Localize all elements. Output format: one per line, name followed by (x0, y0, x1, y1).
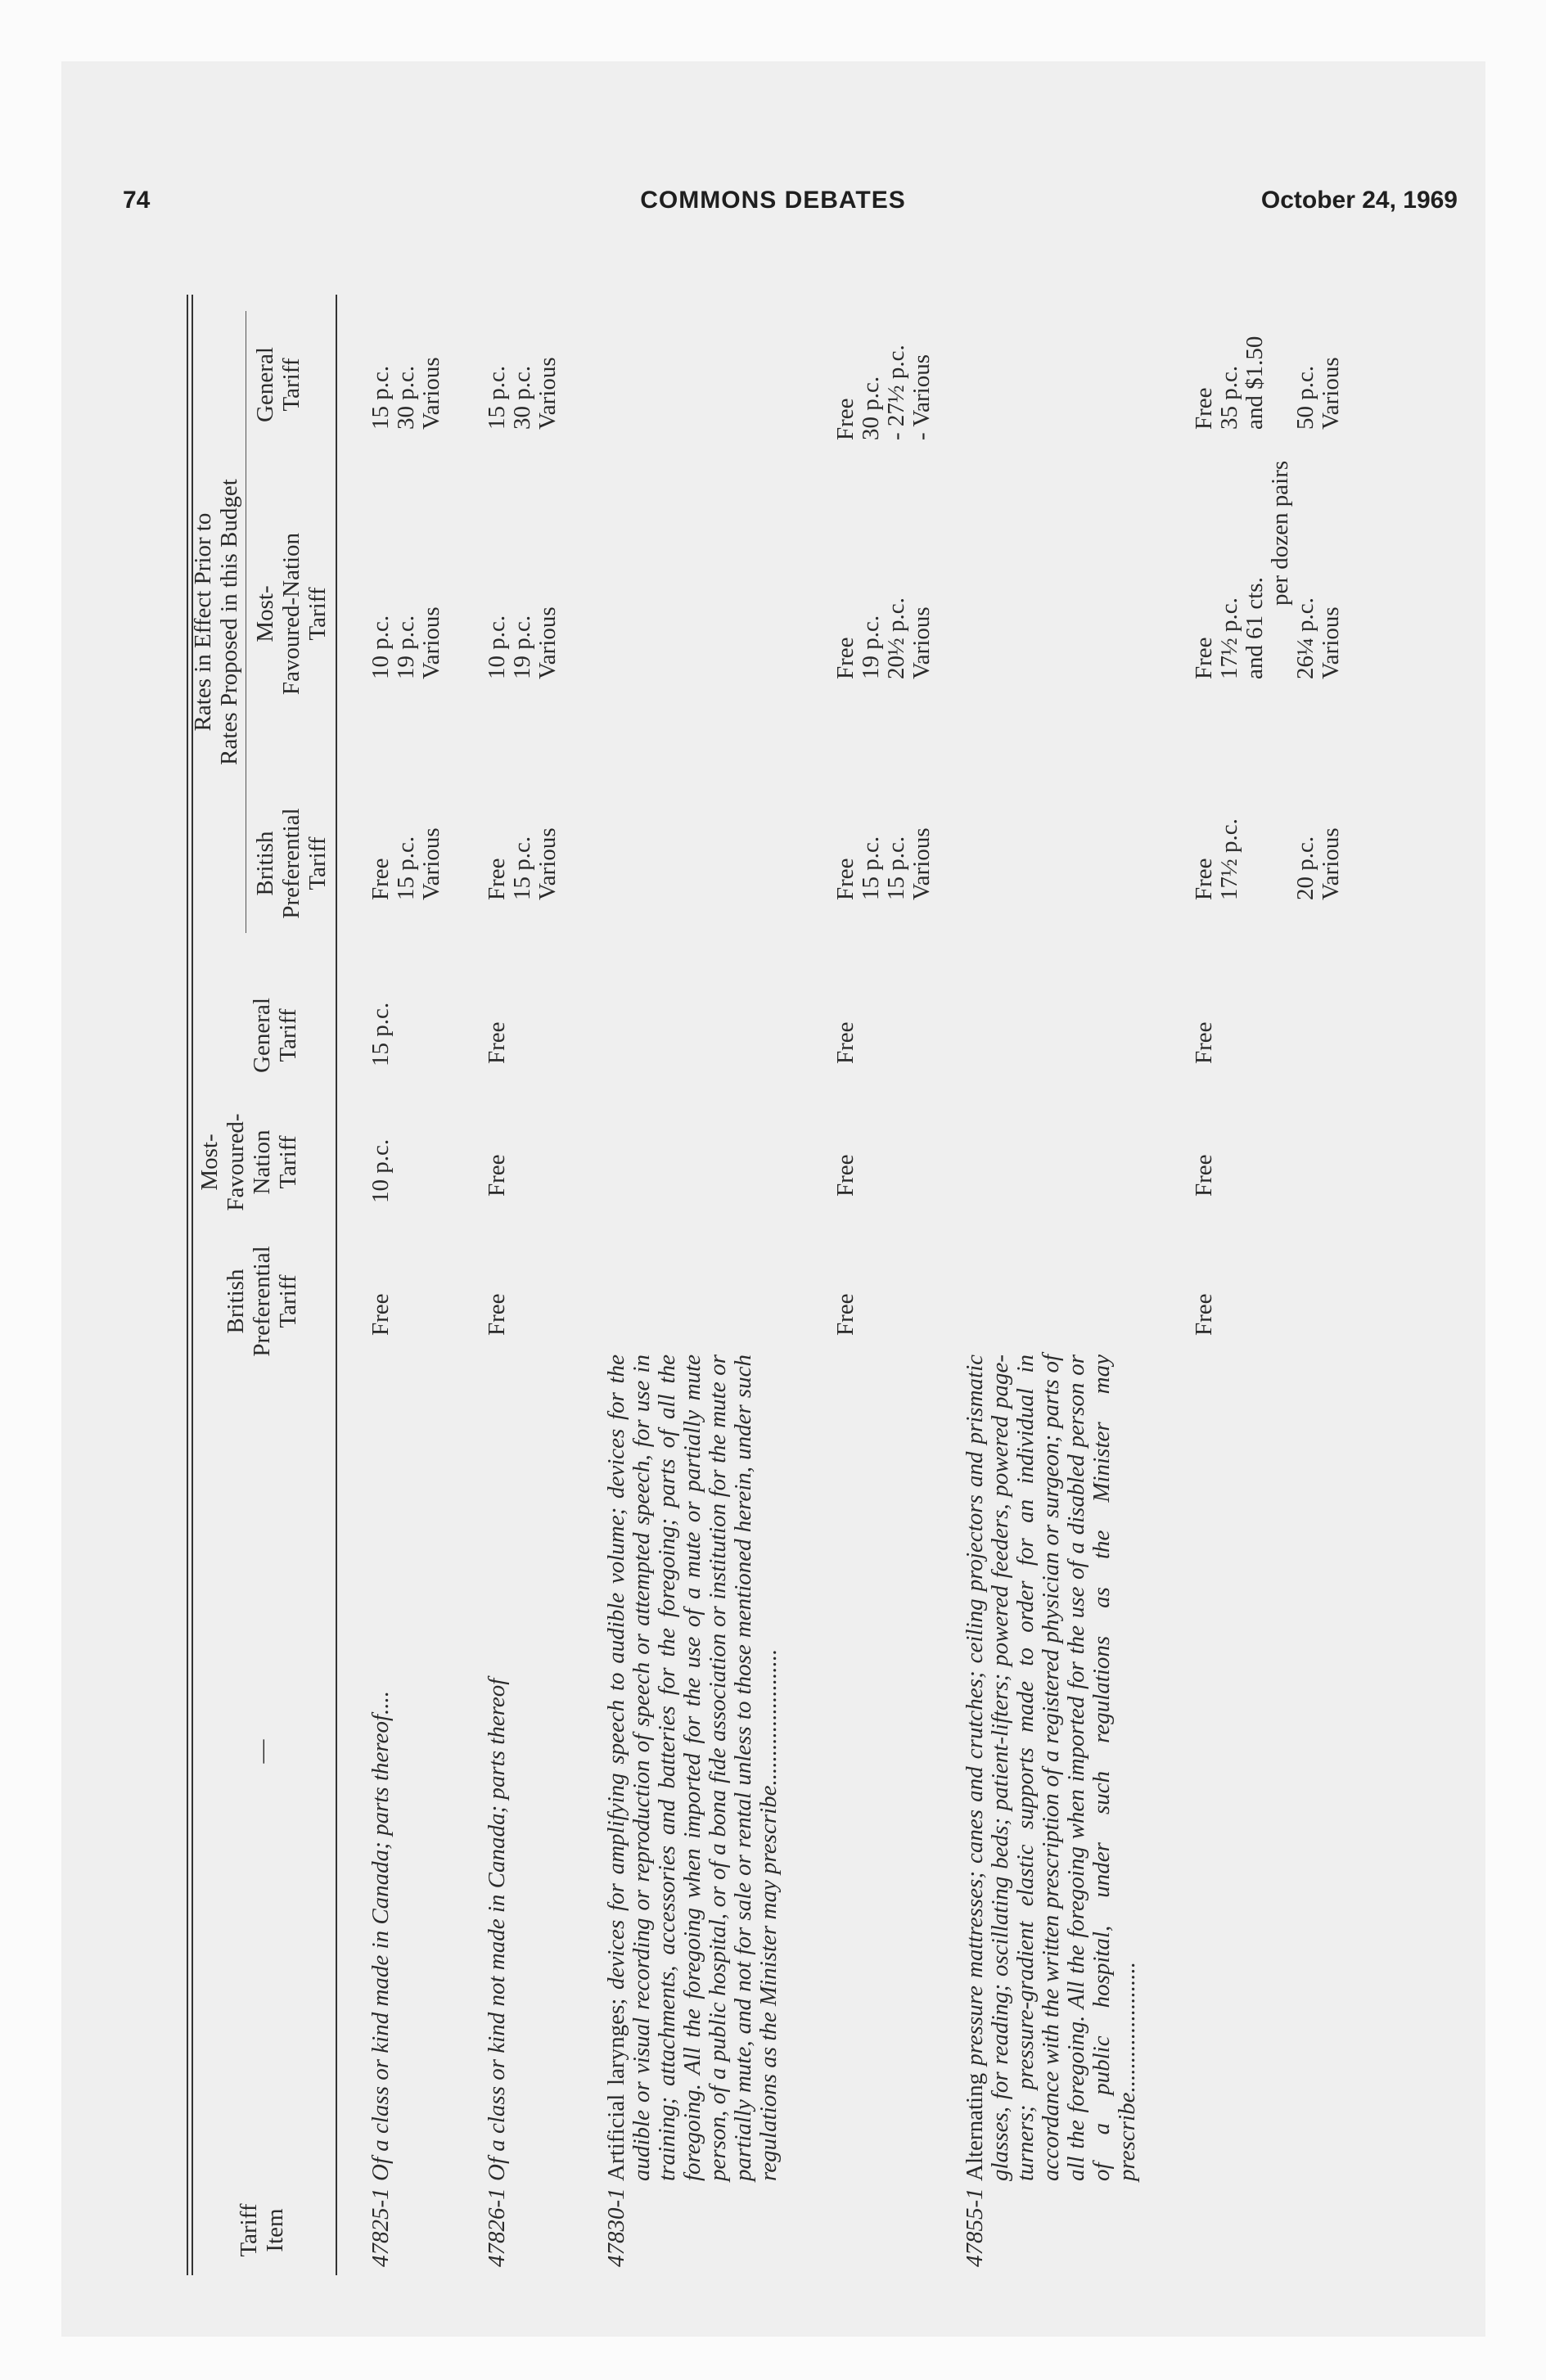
header-general (249, 990, 301, 1080)
row4-prior-gen-0: Free (1191, 387, 1217, 430)
row3-prior-bpt-3: Various (908, 827, 935, 900)
row4-prior-gen-1: 35 p.c. (1216, 365, 1242, 430)
header-rule (336, 295, 337, 2275)
row3-bpt: Free (832, 1293, 859, 1336)
row3-prior-gen-3: - Various (908, 354, 935, 440)
row4-description-block (962, 1355, 1140, 2181)
row3-prior-bpt-1: 15 p.c. (858, 836, 884, 900)
header-prior-british (252, 794, 331, 933)
row4-prior-bpt-2 (1242, 818, 1293, 900)
row4-item: 47855-1 (962, 2188, 988, 2267)
row2-description: Of a class or kind not made in Canada; parts thereof (484, 1678, 510, 2181)
row4-prior-bpt-3: 20 p.c. (1292, 836, 1318, 900)
row3-prior-mfn-0: Free (832, 637, 859, 679)
row3-prior-gen (833, 345, 935, 440)
header-prior-mfn-l3: Tariff (304, 587, 331, 641)
header-british-preferential (223, 1236, 301, 1367)
row2-prior-bpt-0: Free (484, 858, 510, 900)
header-mfn-l2: Favoured- (223, 1113, 249, 1211)
header-description-dash: — (249, 1739, 275, 1764)
header-tariff-item-text: Tariff Item (236, 2203, 288, 2257)
header-description (249, 1670, 275, 1833)
header-prior-general-text: General Tariff (252, 347, 304, 422)
header-prior-mfn (252, 516, 331, 712)
row3-description-block (604, 1355, 782, 2181)
row1-prior-gen-2: Various (418, 357, 444, 430)
header-prior-l1: Rates in Effect Prior to (190, 512, 216, 732)
row1-prior-mfn-2: Various (418, 606, 444, 679)
journal-title: COMMONS DEBATES (640, 187, 906, 214)
header-prior-l2: Rates Proposed in this Budget (216, 479, 242, 765)
row2-prior-bpt-1: 15 p.c. (509, 836, 535, 900)
row3-prior-mfn-1: 19 p.c. (858, 615, 884, 679)
row2-prior-mfn-2: Various (534, 606, 561, 679)
row3-description: devices for amplifying speech to audible volume; devices for the audible or visual recording or reproduction of speech or attempted speech, for use in training; attachments, accessories and batteries for the foregoing; parts of all the foregoing. All the foregoing when imported for the use of a mute or partially mute person, of a public hospital, or of a bona fide association or institution for the mute or partially mute, and not for sale or rental unless to those mentioned herein, under such regulations as the Minister may prescribe....................... (603, 1355, 782, 2181)
row2-prior-mfn-0: 10 p.c. (484, 615, 510, 679)
header-mfn-l4: Tariff (275, 1135, 301, 1189)
row1-prior-mfn-1: 19 p.c. (393, 615, 419, 679)
row4-description: pressure mattresses; canes and crutches; ceiling projectors and prismatic glasses, for reading; oscillating beds; patient-lifters; powered feeders, powered page-turners; pressure-gradient elastic supports made to order for an individual in accordance with the written prescription of a registered physician or surgeon; parts of all the foregoing. All the foregoing when imported for the use of a disabled person or of a public hospital, under such regulations as the Minister may prescribe...................... (962, 1355, 1140, 2181)
row4-prior-mfn-2: and 61 cts. (1242, 577, 1268, 679)
row4-prior-mfn (1192, 461, 1344, 679)
row4-prior-gen-2: and $1.50 (1242, 336, 1268, 430)
header-prior-general (252, 336, 304, 434)
row4-mfn: Free (1191, 1154, 1217, 1197)
row2-prior-gen (485, 357, 561, 430)
row3-prior-gen-0: Free (832, 398, 859, 440)
row1-prior-gen (368, 357, 444, 430)
row3-prior-mfn-3: Various (908, 606, 935, 679)
header-prior-mfn-l1: Most- (252, 585, 278, 642)
row2-gen: Free (484, 1021, 510, 1064)
row2-mfn: Free (484, 1154, 510, 1197)
row3-prior-bpt-2: 15 p.c. (883, 836, 909, 900)
row4-prior-mfn-0: Free (1191, 637, 1217, 679)
row3-prior-gen-1: 30 p.c. (858, 376, 884, 440)
row1-description: Of a class or kind made in Canada; parts thereof.... (367, 1690, 394, 2181)
row3-prior-bpt (833, 827, 935, 900)
row1-prior-mfn-0: 10 p.c. (367, 615, 394, 679)
row4-prior-bpt-1: 17½ p.c. (1216, 818, 1242, 900)
row3-prior-mfn-2: 20½ p.c. (883, 597, 909, 679)
row1-prior-bpt-2: Various (418, 827, 444, 900)
row2-prior-gen-0: 15 p.c. (484, 365, 510, 430)
header-prior-group (190, 311, 242, 933)
header-tariff-item (236, 2185, 288, 2275)
row3-mfn: Free (832, 1154, 859, 1197)
row1-prior-gen-1: 30 p.c. (393, 365, 419, 430)
row1-bpt: Free (367, 1293, 394, 1336)
tariff-table (187, 278, 1431, 2292)
header-mfn-l1: Most- (196, 1134, 223, 1191)
header-british-preferential-text: British Preferential Tariff (223, 1246, 301, 1357)
row3-description-lead: Artificial larynges; (603, 1998, 629, 2181)
row2-item: 47826-1 (484, 2188, 510, 2267)
header-prior-british-text: British Preferential Tariff (252, 808, 331, 919)
row2-prior-bpt-2: Various (534, 827, 561, 900)
row4-prior-note: per dozen pairs (1267, 460, 1293, 606)
row1-item: 47825-1 (367, 2188, 394, 2267)
row4-description-lead: Alternating (962, 2072, 988, 2181)
row4-prior-mfn-1: 17½ p.c. (1216, 597, 1242, 679)
rotated-tariff-table (187, 278, 1431, 2292)
header-mfn-l3: Nation (249, 1129, 275, 1195)
row2-prior-mfn-1: 19 p.c. (509, 615, 535, 679)
row4-prior-bpt-0: Free (1191, 858, 1217, 900)
row2-bpt: Free (484, 1293, 510, 1336)
row2-prior-mfn (485, 606, 561, 679)
row4-prior-mfn-3: 26¼ p.c. (1292, 597, 1318, 679)
row4-prior-mfn-4: Various (1318, 606, 1344, 679)
row4-prior-bpt (1192, 818, 1344, 900)
row1-prior-mfn (368, 606, 444, 679)
row3-item: 47830-1 (603, 2188, 629, 2267)
row4-bpt: Free (1191, 1293, 1217, 1336)
row3-gen: Free (832, 1021, 859, 1064)
row3-prior-bpt-0: Free (832, 858, 859, 900)
row4-prior-bpt-4: Various (1318, 827, 1344, 900)
row4-gen: Free (1191, 1021, 1217, 1064)
row2-prior-bpt (485, 827, 561, 900)
row1-gen: 15 p.c. (367, 1002, 394, 1066)
row4-prior-gen (1192, 336, 1344, 430)
header-prior-mfn-l2: Favoured-Nation (278, 532, 304, 696)
row4-prior-gen-3: 50 p.c. (1292, 365, 1318, 430)
top-double-rule (187, 295, 188, 2275)
row1-prior-gen-0: 15 p.c. (367, 365, 394, 430)
header-most-favoured-nation (196, 1101, 301, 1224)
row1-prior-bpt-0: Free (367, 858, 394, 900)
page-date: October 24, 1969 (1260, 187, 1458, 214)
header-general-text: General Tariff (249, 998, 301, 1073)
row4-prior-gen-4: Various (1318, 357, 1344, 430)
row2-prior-gen-1: 30 p.c. (509, 365, 535, 430)
page-number: 74 (123, 187, 151, 214)
row3-prior-mfn (833, 597, 935, 679)
row1-prior-bpt-1: 15 p.c. (393, 836, 419, 900)
row2-prior-gen-2: Various (534, 357, 561, 430)
row1-mfn: 10 p.c. (367, 1138, 394, 1203)
row3-prior-gen-2: - 27½ p.c. (883, 345, 909, 440)
row1-prior-bpt (368, 827, 444, 900)
